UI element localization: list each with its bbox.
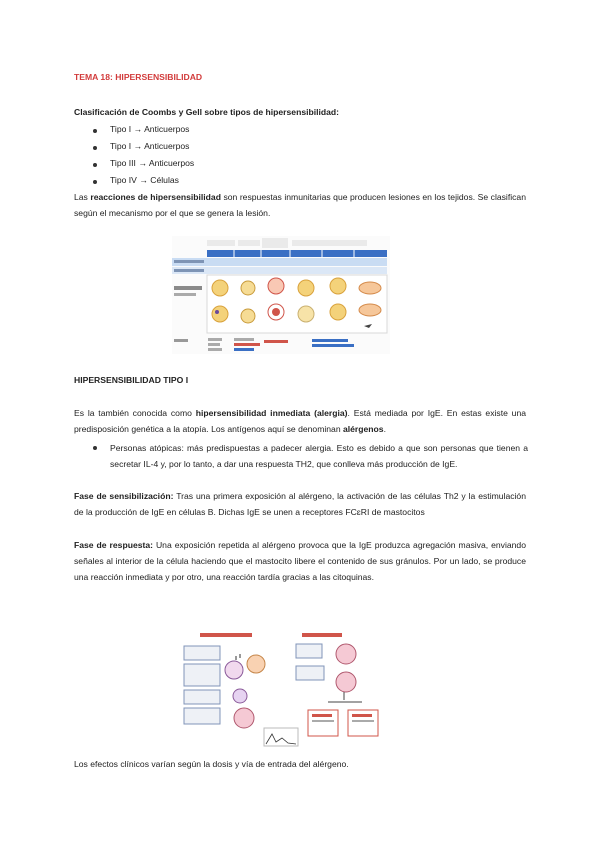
response-text: Una exposición repetida al alérgeno provoca que la IgE produzca agregación masiva, enviando señales al interior de la célula haciendo que el mastocito libere el contenido de sus gránulos. Por un lado, se produce una reacción inmediata y por otro, una reacción tardía gracias a las citoquinas. xyxy=(74,540,526,582)
intro-paragraph xyxy=(74,189,526,221)
intro-text-end: son respuestas inmunitarias que producen lesiones en los tejidos. Se clasifican según el mecanismo por el que se genera la lesión. xyxy=(74,192,526,218)
intro-bold: reacciones de hipersensibilidad xyxy=(90,192,221,202)
list-item: Tipo I → Anticuerpos xyxy=(110,141,190,151)
bullet-dot xyxy=(93,129,97,133)
topic-title: TEMA 18: HIPERSENSIBILIDAD xyxy=(74,72,203,82)
tipo1-text-end: . xyxy=(383,424,386,434)
tipo1-text: Es la también conocida como xyxy=(74,408,196,418)
hypersensitivity-types-table-figure xyxy=(172,236,390,354)
classification-title: Clasificación de Coombs y Gell sobre tipos de hipersensibilidad: xyxy=(74,107,340,117)
tipo1-paragraph xyxy=(74,405,526,437)
atopic-bullet-text: Personas atópicas: más predispuestas a padecer alergia. Esto es debido a que son personas que tienen a secretar IL-4 y, por lo tanto, a dar una respuesta TH2, que conlleva más producción de IgE. xyxy=(110,443,528,469)
list-item: Tipo I → Anticuerpos xyxy=(110,124,190,134)
bullet-dot xyxy=(93,146,97,150)
type1-phases-diagram-figure xyxy=(178,630,384,748)
bullet-dot xyxy=(93,180,97,184)
bullet-dot xyxy=(93,446,97,450)
section-heading-tipo1: HIPERSENSIBILIDAD TIPO I xyxy=(74,375,189,385)
sensitization-paragraph xyxy=(74,488,526,520)
tipo1-bold-allergens: alérgenos xyxy=(342,424,384,434)
response-paragraph xyxy=(74,537,526,585)
tipo1-bold-term: hipersensibilidad inmediata (alergia) xyxy=(195,408,348,418)
sensitization-text: Tras una primera exposición al alérgeno, la activación de las células Th2 y la estimulación de la producción de IgE en células B. Dichas IgE se unen a receptores FCɛRI de mastocitos xyxy=(74,491,526,517)
bullet-dot xyxy=(93,163,97,167)
list-item: Tipo III → Anticuerpos xyxy=(110,158,195,168)
response-label: Fase de respuesta: xyxy=(74,540,154,550)
clinical-effects-text: Los efectos clínicos varían según la dosis y vía de entrada del alérgeno. xyxy=(74,759,349,769)
tipo1-text-mid: . Está mediada por IgE. En estas existe una predisposición genética a la atopía. Los antígenos aquí se denominan xyxy=(74,408,527,434)
list-item: Tipo IV → Células xyxy=(110,175,179,185)
intro-text: Las xyxy=(74,192,91,202)
sensitization-label: Fase de sensibilización: xyxy=(74,491,174,501)
